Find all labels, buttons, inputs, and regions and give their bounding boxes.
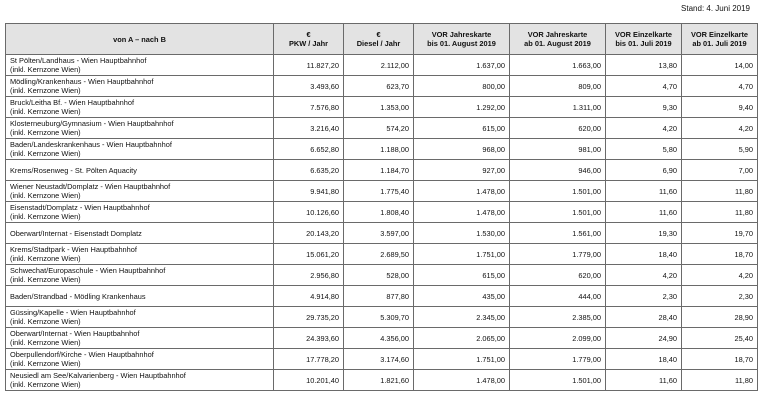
- table-body: [6, 55, 758, 391]
- header-label: VOR Jahreskarte: [527, 30, 588, 39]
- cell-diesel: 1.821,60: [344, 370, 414, 391]
- cell-ek-bis: 4,20: [606, 118, 682, 139]
- fare-comparison-table: [5, 23, 758, 391]
- header-label: ab 01. August 2019: [524, 39, 591, 48]
- cell-jk-ab: 620,00: [510, 118, 606, 139]
- cell-ek-bis: 18,40: [606, 349, 682, 370]
- cell-ek-ab: 4,20: [682, 118, 758, 139]
- header-label: PKW / Jahr: [288, 39, 328, 48]
- header-label: ab 01. Juli 2019: [692, 39, 747, 48]
- cell-jk-bis: 1.478,00: [414, 181, 510, 202]
- table-row: [6, 265, 758, 286]
- route-name: Bruck/Leitha Bf. - Wien Hauptbahnhof: [10, 98, 135, 107]
- route-name: St Pölten/Landhaus - Wien Hauptbahnhof: [10, 56, 147, 65]
- route-name: Mödling/Krankenhaus - Wien Hauptbahnhof: [10, 77, 154, 86]
- route-name: Klosterneuburg/Gymnasium - Wien Hauptbahnhof: [10, 119, 174, 128]
- header-ek-ab: [682, 24, 758, 55]
- cell-ek-ab: 11,80: [682, 370, 758, 391]
- cell-ek-ab: 5,90: [682, 139, 758, 160]
- table-row: [6, 370, 758, 391]
- cell-ek-bis: 5,80: [606, 139, 682, 160]
- cell-diesel: 1.353,00: [344, 97, 414, 118]
- cell-pkw: 4.914,80: [274, 286, 344, 307]
- cell-ek-ab: 2,30: [682, 286, 758, 307]
- cell-ek-ab: 19,70: [682, 223, 758, 244]
- cell-ek-bis: 13,80: [606, 55, 682, 76]
- table-row: [6, 55, 758, 76]
- header-pkw: [274, 24, 344, 55]
- route-name: Oberwart/Internat - Eisenstadt Domplatz: [10, 228, 142, 238]
- cell-pkw: 3.216,40: [274, 118, 344, 139]
- route-name: Oberwart/Internat - Wien Hauptbahnhof: [10, 329, 140, 338]
- cell-jk-bis: 615,00: [414, 265, 510, 286]
- cell-pkw: 20.143,20: [274, 223, 344, 244]
- cell-route: [6, 139, 274, 160]
- route-note: (inkl. Kernzone Wien): [10, 212, 81, 221]
- cell-ek-bis: 11,60: [606, 370, 682, 391]
- table-row: [6, 223, 758, 244]
- header-label: von A – nach B: [113, 34, 166, 44]
- cell-ek-ab: 18,70: [682, 349, 758, 370]
- route-note: (inkl. Kernzone Wien): [10, 149, 81, 158]
- cell-ek-bis: 19,30: [606, 223, 682, 244]
- cell-pkw: 6.635,20: [274, 160, 344, 181]
- route-note: (inkl. Kernzone Wien): [10, 191, 81, 200]
- cell-ek-bis: 2,30: [606, 286, 682, 307]
- cell-ek-ab: 11,80: [682, 181, 758, 202]
- cell-diesel: 4.356,00: [344, 328, 414, 349]
- cell-jk-ab: 1.501,00: [510, 202, 606, 223]
- header-diesel: [344, 24, 414, 55]
- table-row: [6, 139, 758, 160]
- cell-ek-bis: 11,60: [606, 202, 682, 223]
- route-name: Krems/Rosenweg - St. Pölten Aquacity: [10, 165, 137, 175]
- cell-jk-ab: 2.099,00: [510, 328, 606, 349]
- cell-jk-bis: 435,00: [414, 286, 510, 307]
- cell-jk-bis: 1.530,00: [414, 223, 510, 244]
- cell-jk-bis: 2.065,00: [414, 328, 510, 349]
- cell-jk-bis: 968,00: [414, 139, 510, 160]
- cell-jk-ab: 1.311,00: [510, 97, 606, 118]
- cell-jk-bis: 1.751,00: [414, 349, 510, 370]
- table-row: [6, 286, 758, 307]
- cell-ek-bis: 28,40: [606, 307, 682, 328]
- table-row: [6, 97, 758, 118]
- cell-route: [6, 181, 274, 202]
- cell-jk-ab: 981,00: [510, 139, 606, 160]
- cell-ek-bis: 4,20: [606, 265, 682, 286]
- cell-pkw: 29.735,20: [274, 307, 344, 328]
- cell-ek-ab: 9,40: [682, 97, 758, 118]
- route-name: Güssing/Kapelle - Wien Hauptbahnhof: [10, 308, 136, 317]
- table-row: [6, 118, 758, 139]
- cell-jk-ab: 1.501,00: [510, 370, 606, 391]
- cell-jk-bis: 2.345,00: [414, 307, 510, 328]
- route-name: Krems/Stadtpark - Wien Hauptbahnhof: [10, 245, 137, 254]
- cell-jk-ab: 1.663,00: [510, 55, 606, 76]
- header-jk-ab: [510, 24, 606, 55]
- table-row: [6, 181, 758, 202]
- cell-route: [6, 202, 274, 223]
- cell-ek-ab: 7,00: [682, 160, 758, 181]
- route-note: (inkl. Kernzone Wien): [10, 317, 81, 326]
- cell-diesel: 2.112,00: [344, 55, 414, 76]
- cell-route: [6, 328, 274, 349]
- header-jk-bis: [414, 24, 510, 55]
- cell-jk-ab: 1.501,00: [510, 181, 606, 202]
- cell-route: [6, 370, 274, 391]
- cell-diesel: 623,70: [344, 76, 414, 97]
- cell-ek-bis: 6,90: [606, 160, 682, 181]
- cell-route: [6, 349, 274, 370]
- cell-pkw: 24.393,60: [274, 328, 344, 349]
- route-note: (inkl. Kernzone Wien): [10, 275, 81, 284]
- cell-diesel: 1.184,70: [344, 160, 414, 181]
- cell-ek-ab: 4,20: [682, 265, 758, 286]
- cell-jk-ab: 1.561,00: [510, 223, 606, 244]
- route-note: (inkl. Kernzone Wien): [10, 254, 81, 263]
- cell-ek-ab: 18,70: [682, 244, 758, 265]
- cell-route: [6, 118, 274, 139]
- table-row: [6, 160, 758, 181]
- cell-pkw: 11.827,20: [274, 55, 344, 76]
- cell-pkw: 3.493,60: [274, 76, 344, 97]
- cell-jk-bis: 1.292,00: [414, 97, 510, 118]
- route-note: (inkl. Kernzone Wien): [10, 86, 81, 95]
- header-label: bis 01. August 2019: [427, 39, 496, 48]
- cell-diesel: 877,80: [344, 286, 414, 307]
- header-ek-bis: [606, 24, 682, 55]
- cell-route: [6, 160, 274, 181]
- cell-jk-bis: 1.751,00: [414, 244, 510, 265]
- cell-ek-ab: 28,90: [682, 307, 758, 328]
- cell-pkw: 15.061,20: [274, 244, 344, 265]
- cell-ek-bis: 18,40: [606, 244, 682, 265]
- table-row: [6, 202, 758, 223]
- cell-route: [6, 223, 274, 244]
- cell-jk-ab: 444,00: [510, 286, 606, 307]
- cell-jk-bis: 615,00: [414, 118, 510, 139]
- cell-jk-ab: 946,00: [510, 160, 606, 181]
- cell-route: [6, 286, 274, 307]
- cell-pkw: 2.956,80: [274, 265, 344, 286]
- cell-diesel: 1.775,40: [344, 181, 414, 202]
- route-name: Schwechat/Europaschule - Wien Hauptbahnhof: [10, 266, 166, 275]
- cell-jk-ab: 809,00: [510, 76, 606, 97]
- cell-jk-bis: 1.637,00: [414, 55, 510, 76]
- cell-diesel: 574,20: [344, 118, 414, 139]
- route-note: (inkl. Kernzone Wien): [10, 107, 81, 116]
- cell-route: [6, 307, 274, 328]
- route-note: (inkl. Kernzone Wien): [10, 380, 81, 389]
- route-note: (inkl. Kernzone Wien): [10, 359, 81, 368]
- route-name: Neusiedl am See/Kalvarienberg - Wien Hauptbahnhof: [10, 371, 186, 380]
- cell-jk-bis: 1.478,00: [414, 202, 510, 223]
- cell-diesel: 3.597,00: [344, 223, 414, 244]
- cell-pkw: 17.778,20: [274, 349, 344, 370]
- route-name: Oberpullendorf/Kirche - Wien Hauptbahnhof: [10, 350, 154, 359]
- cell-ek-bis: 4,70: [606, 76, 682, 97]
- cell-diesel: 1.188,00: [344, 139, 414, 160]
- header-route: [6, 24, 274, 55]
- header-label: VOR Jahreskarte: [431, 30, 492, 39]
- table-row: [6, 349, 758, 370]
- cell-jk-ab: 2.385,00: [510, 307, 606, 328]
- cell-route: [6, 76, 274, 97]
- cell-jk-bis: 927,00: [414, 160, 510, 181]
- stand-date: Stand: 4. Juni 2019: [681, 4, 750, 13]
- table-row: [6, 307, 758, 328]
- header-label: VOR Einzelkarte: [614, 30, 673, 39]
- cell-jk-ab: 1.779,00: [510, 244, 606, 265]
- route-name: Wiener Neustadt/Domplatz - Wien Hauptbahnhof: [10, 182, 171, 191]
- route-note: (inkl. Kernzone Wien): [10, 65, 81, 74]
- route-name: Baden/Landeskrankenhaus - Wien Hauptbahnhof: [10, 140, 172, 149]
- cell-jk-ab: 1.779,00: [510, 349, 606, 370]
- header-label: Diesel / Jahr: [356, 39, 401, 48]
- cell-jk-bis: 800,00: [414, 76, 510, 97]
- route-note: (inkl. Kernzone Wien): [10, 338, 81, 347]
- cell-pkw: 9.941,80: [274, 181, 344, 202]
- table-row: [6, 76, 758, 97]
- cell-ek-ab: 11,80: [682, 202, 758, 223]
- cell-ek-bis: 11,60: [606, 181, 682, 202]
- table-row: [6, 328, 758, 349]
- header-label: €: [306, 30, 311, 39]
- cell-ek-bis: 24,90: [606, 328, 682, 349]
- cell-diesel: 3.174,60: [344, 349, 414, 370]
- header-label: bis 01. Juli 2019: [615, 39, 672, 48]
- cell-jk-ab: 620,00: [510, 265, 606, 286]
- route-note: (inkl. Kernzone Wien): [10, 128, 81, 137]
- route-name: Baden/Strandbad - Mödling Krankenhaus: [10, 291, 146, 301]
- cell-pkw: 7.576,80: [274, 97, 344, 118]
- cell-route: [6, 244, 274, 265]
- cell-diesel: 2.689,50: [344, 244, 414, 265]
- table-header: [6, 24, 758, 55]
- route-name: Eisenstadt/Domplatz - Wien Hauptbahnhof: [10, 203, 150, 212]
- cell-diesel: 528,00: [344, 265, 414, 286]
- cell-ek-ab: 4,70: [682, 76, 758, 97]
- cell-pkw: 10.126,60: [274, 202, 344, 223]
- table-row: [6, 244, 758, 265]
- cell-route: [6, 55, 274, 76]
- cell-jk-bis: 1.478,00: [414, 370, 510, 391]
- cell-diesel: 1.808,40: [344, 202, 414, 223]
- cell-route: [6, 97, 274, 118]
- cell-ek-bis: 9,30: [606, 97, 682, 118]
- cell-diesel: 5.309,70: [344, 307, 414, 328]
- header-label: €: [376, 30, 381, 39]
- header-row: [6, 24, 758, 55]
- cell-ek-ab: 14,00: [682, 55, 758, 76]
- cell-ek-ab: 25,40: [682, 328, 758, 349]
- cell-pkw: 6.652,80: [274, 139, 344, 160]
- cell-pkw: 10.201,40: [274, 370, 344, 391]
- header-label: VOR Einzelkarte: [690, 30, 749, 39]
- cell-route: [6, 265, 274, 286]
